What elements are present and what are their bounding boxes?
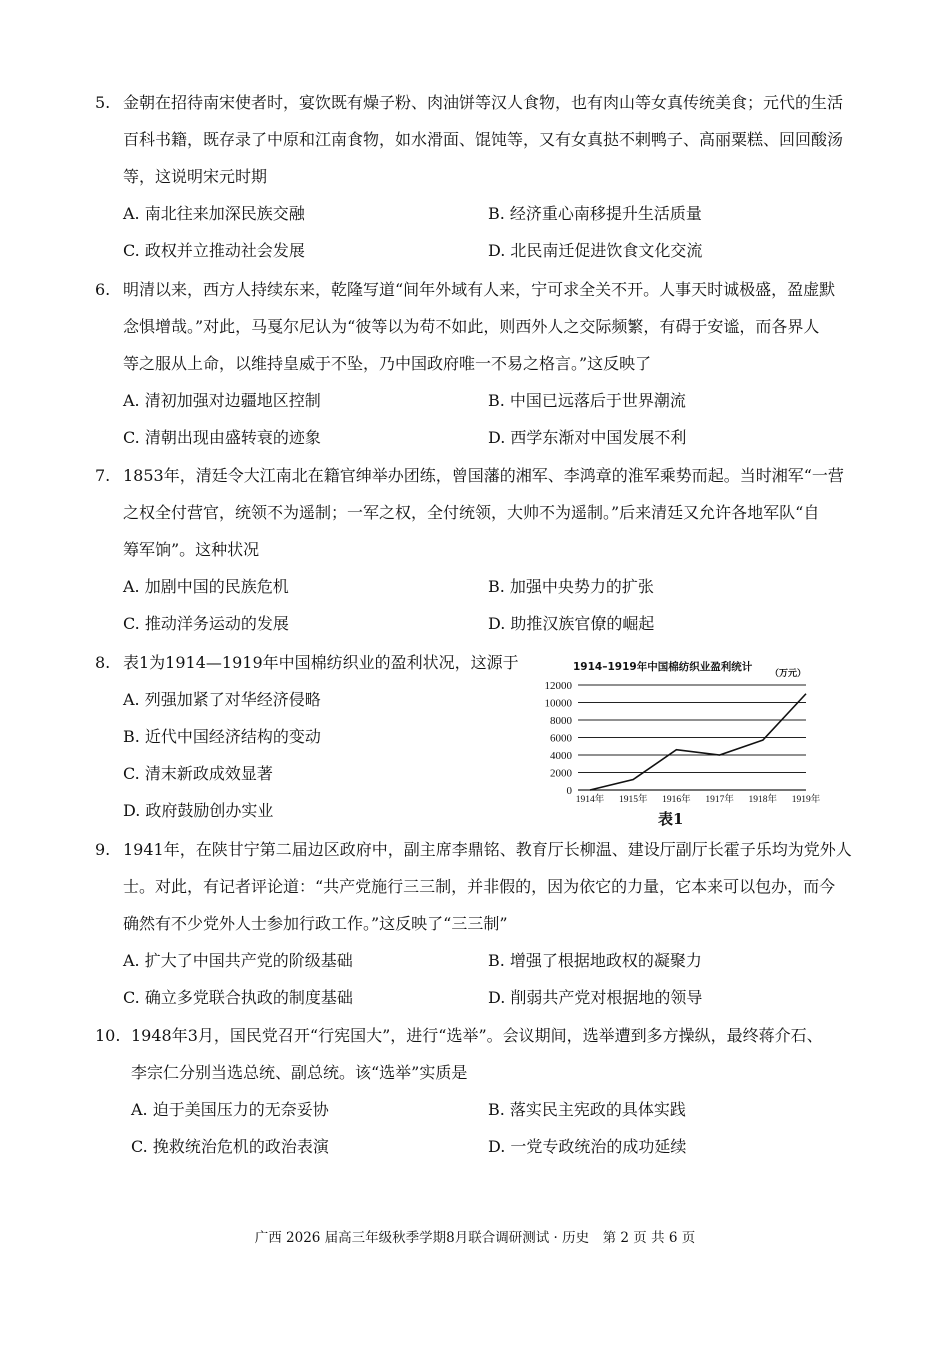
question-number: 5. <box>95 93 111 112</box>
option-c: C. 清朝出现由盛转衰的迹象 <box>123 428 321 447</box>
option-b: B. 加强中央势力的扩张 <box>488 577 654 596</box>
question-stem-line: 筹军饷”。这种状况 <box>123 540 260 559</box>
chart-plot <box>530 656 830 806</box>
option-b: B. 中国已远落后于世界潮流 <box>488 391 686 410</box>
page-footer: 广西 2026 届高三年级秋季学期8月联合调研测试 · 历史 第 2 页 共 6 页 <box>254 1230 696 1246</box>
option-b: B. 落实民主宪政的具体实践 <box>488 1100 686 1119</box>
y-tick-label: 12000 <box>544 680 572 692</box>
option-a: A. 列强加紧了对华经济侵略 <box>123 690 321 709</box>
question-10 <box>95 1017 865 1165</box>
option-d: D. 削弱共产党对根据地的领导 <box>488 988 703 1007</box>
option-b: B. 近代中国经济结构的变动 <box>123 727 321 746</box>
profit-chart <box>530 656 830 831</box>
option-d: D. 助推汉族官僚的崛起 <box>488 614 655 633</box>
option-a: A. 迫于美国压力的无奈妥协 <box>131 1100 329 1119</box>
y-tick-label: 2000 <box>550 767 572 780</box>
question-stem-line: 百科书籍，既存录了中原和江南食物，如水滑面、馄饨等，又有女真挞不剌鸭子、高丽粟糕、回回酸汤 <box>123 130 844 149</box>
y-tick-label: 8000 <box>550 715 572 727</box>
question-stem-line: 等，这说明宋元时期 <box>123 167 268 186</box>
chart-title: 1914–1919年中国棉纺织业盈利统计 <box>573 661 753 673</box>
option-a: A. 扩大了中国共产党的阶级基础 <box>123 951 353 970</box>
option-d: D. 一党专政统治的成功延续 <box>488 1137 687 1156</box>
x-tick-label: 1917年 <box>705 795 734 805</box>
question-7 <box>95 457 865 642</box>
chart-unit: （万元） <box>770 669 807 679</box>
option-d: D. 北民南迁促进饮食文化交流 <box>488 241 703 260</box>
question-stem-line: 确然有不少党外人士参加行政工作。”这反映了“三三制” <box>123 914 508 933</box>
question-stem-line: 士。对此，有记者评论道：“共产党施行三三制，并非假的，因为依它的力量，它本来可以包办，而今 <box>123 877 836 896</box>
option-c: C. 确立多党联合执政的制度基础 <box>123 988 353 1007</box>
question-stem-line: 1853年，清廷令大江南北在籍官绅举办团练，曾国藩的湘军、李鸿章的淮军乘势而起。当时湘军“一营 <box>123 466 844 485</box>
x-tick-label: 1916年 <box>662 795 691 805</box>
x-tick-label: 1918年 <box>748 795 778 805</box>
option-b: B. 经济重心南移提升生活质量 <box>488 204 702 223</box>
option-a: A. 南北往来加深民族交融 <box>123 204 305 223</box>
question-9 <box>95 831 865 1016</box>
option-d: D. 西学东渐对中国发展不利 <box>488 428 687 447</box>
option-b: B. 增强了根据地政权的凝聚力 <box>488 951 702 970</box>
question-stem-line: 念惧增哉。”对此，马戛尔尼认为“彼等以为苟不如此，则西外人之交际频繁，有碍于安谧，而各界人 <box>123 317 820 336</box>
question-stem-line: 之权全付营官，统领不为遥制；一军之权，全付统领，大帅不为遥制。”后来清廷又允许各地军队“自 <box>123 503 820 522</box>
chart-caption: 表1 <box>658 810 684 828</box>
question-number: 7. <box>95 466 111 485</box>
x-tick-label: 1919年 <box>791 795 821 805</box>
question-stem-line: 李宗仁分别当选总统、副总统。该“选举”实质是 <box>131 1063 468 1082</box>
question-stem-line: 1948年3月，国民党召开“行宪国大”，进行“选举”。会议期间，选举遭到多方操纵，最终蒋介石、 <box>131 1026 823 1045</box>
y-tick-label: 0 <box>566 785 572 797</box>
question-5 <box>95 84 865 269</box>
series-line <box>590 694 806 790</box>
y-tick-label: 4000 <box>550 750 572 762</box>
option-a: A. 清初加强对边疆地区控制 <box>123 391 321 410</box>
option-c: C. 政权并立推动社会发展 <box>123 241 305 260</box>
question-stem-line: 金朝在招待南宋使者时，宴饮既有燥子粉、肉油饼等汉人食物，也有肉山等女真传统美食；元代的生活 <box>123 93 844 112</box>
option-d: D. 政府鼓励创办实业 <box>123 801 274 820</box>
question-number: 9. <box>95 840 111 859</box>
x-tick-label: 1915年 <box>618 795 648 805</box>
question-stem-line: 表1为1914—1919年中国棉纺织业的盈利状况，这源于 <box>123 653 519 672</box>
x-tick-label: 1914年 <box>575 795 605 805</box>
question-6 <box>95 271 865 456</box>
y-tick-label: 10000 <box>544 697 572 710</box>
question-stem-line: 等之服从上命，以维持皇威于不坠，乃中国政府唯一不易之格言。”这反映了 <box>123 354 652 373</box>
question-8 <box>95 644 525 829</box>
option-c: C. 挽救统治危机的政治表演 <box>131 1137 329 1156</box>
option-c: C. 清末新政成效显著 <box>123 764 273 783</box>
question-stem-line: 1941年，在陕甘宁第二届边区政府中，副主席李鼎铭、教育厅长柳温、建设厅副厅长霍子乐均为党外人 <box>123 840 852 859</box>
question-stem-line: 明清以来，西方人持续东来，乾隆写道“间年外域有人来，宁可求全关不开。人事天时诚极盛，盈虚默 <box>123 280 836 299</box>
question-number: 10. <box>95 1026 121 1045</box>
y-tick-label: 6000 <box>550 732 572 745</box>
question-number: 8. <box>95 653 111 672</box>
option-c: C. 推动洋务运动的发展 <box>123 614 289 633</box>
option-a: A. 加剧中国的民族危机 <box>123 577 289 596</box>
question-number: 6. <box>95 280 111 299</box>
